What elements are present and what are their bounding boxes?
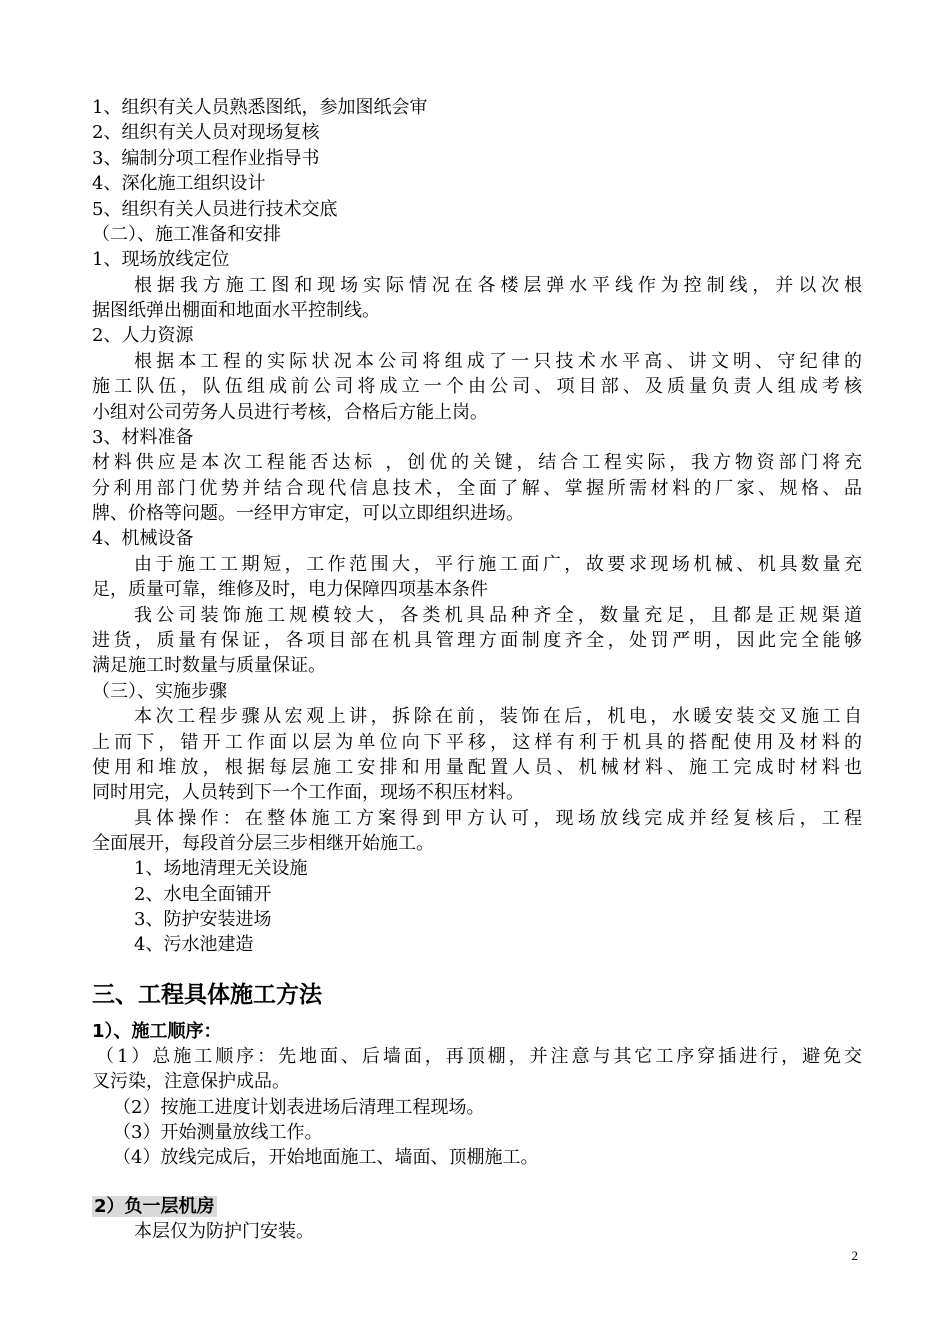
list-item: 5、组织有关人员进行技术交底 — [92, 199, 338, 220]
list-item: （2）按施工进度计划表进场后清理工程现场。 — [113, 1097, 485, 1118]
paragraph-line: 上而下，错开工作面以层为单位向下平移，这样有利于机具的搭配使用及材料的 — [92, 732, 862, 753]
list-item: 2、水电全面铺开 — [134, 884, 272, 905]
subsection-heading: 3、材料准备 — [92, 427, 194, 448]
paragraph-line: 具体操作：在整体施工方案得到甲方认可，现场放线完成并经复核后，工程 — [134, 808, 862, 829]
paragraph-line: 材料供应是本次工程能否达标 ，创优的关键，结合工程实际，我方物资部门将充 — [92, 452, 862, 473]
paragraph-line: 进货，质量有保证，各项目部在机具管理方面制度齐全，处罚严明，因此完全能够 — [92, 630, 862, 651]
list-item: 1、场地清理无关设施 — [134, 858, 308, 879]
list-item: 4、深化施工组织设计 — [92, 173, 266, 194]
paragraph-line: 本次工程步骤从宏观上讲，拆除在前，装饰在后，机电，水暖安装交叉施工自 — [134, 706, 862, 727]
paragraph-line: 牌、价格等问题。一经甲方审定，可以立即组织进场。 — [92, 503, 524, 524]
paragraph-line: 分利用部门优势并结合现代信息技术，全面了解、掌握所需材料的厂家、规格、品 — [92, 478, 862, 499]
subsection-heading: 4、机械设备 — [92, 528, 194, 549]
list-item: （3）开始测量放线工作。 — [113, 1122, 323, 1143]
paragraph-line: 叉污染，注意保护成品。 — [92, 1071, 290, 1092]
paragraph-line: 小组对公司劳务人员进行考核，合格后方能上岗。 — [92, 402, 488, 423]
paragraph-line: 根据本工程的实际状况本公司将组成了一只技术水平高、讲文明、守纪律的 — [134, 351, 862, 372]
highlighted-heading-text: 2）负一层机房 — [94, 1196, 215, 1217]
paragraph-line: 据图纸弹出棚面和地面水平控制线。 — [92, 300, 380, 321]
chapter-heading: 三、工程具体施工方法 — [92, 982, 322, 1008]
paragraph-line: 我公司装饰施工规模较大，各类机具品种齐全，数量充足，且都是正规渠道 — [134, 605, 862, 626]
subsection-heading: 2、人力资源 — [92, 325, 194, 346]
paragraph-line: 足，质量可靠，维修及时，电力保障四项基本条件 — [92, 579, 488, 600]
page-number: 2 — [851, 1248, 858, 1263]
paragraph-line: 根据我方施工图和现场实际情况在各楼层弹水平线作为控制线，并以次根 — [134, 275, 862, 296]
subsection-heading — [92, 1195, 217, 1219]
list-item: 2、组织有关人员对现场复核 — [92, 122, 320, 143]
subsection-heading: 1）、施工顺序： — [92, 1021, 222, 1042]
section-heading: （三）、实施步骤 — [92, 681, 227, 702]
list-item: 3、编制分项工程作业指导书 — [92, 148, 320, 169]
paragraph-line: 由于施工工期短，工作范围大，平行施工面广，故要求现场机械、机具数量充 — [134, 554, 862, 575]
subsection-heading: 1、现场放线定位 — [92, 249, 230, 270]
list-item: （4）放线完成后，开始地面施工、墙面、顶棚施工。 — [113, 1147, 539, 1168]
list-item: 1、组织有关人员熟悉图纸，参加图纸会审 — [92, 97, 428, 118]
paragraph-line: 施工队伍，队伍组成前公司将成立一个由公司、项目部、及质量负责人组成考核 — [92, 376, 862, 397]
paragraph-line: 同时用完，人员转到下一个工作面，现场不积压材料。 — [92, 782, 524, 803]
paragraph-line: 全面展开，每段首分层三步相继开始施工。 — [92, 833, 434, 854]
list-item: 4、污水池建造 — [134, 934, 254, 955]
section-heading: （二）、施工准备和安排 — [92, 224, 281, 245]
paragraph-line: 本层仅为防护门安装。 — [134, 1221, 314, 1242]
paragraph-line: 使用和堆放，根据每层施工安排和用量配置人员、机械材料、施工完成时材料也 — [92, 757, 862, 778]
paragraph-line: 满足施工时数量与质量保证。 — [92, 655, 326, 676]
paragraph-line: （1）总施工顺序：先地面、后墙面，再顶棚，并注意与其它工序穿插进行，避免交 — [96, 1046, 862, 1067]
list-item: 3、防护安装进场 — [134, 909, 272, 930]
